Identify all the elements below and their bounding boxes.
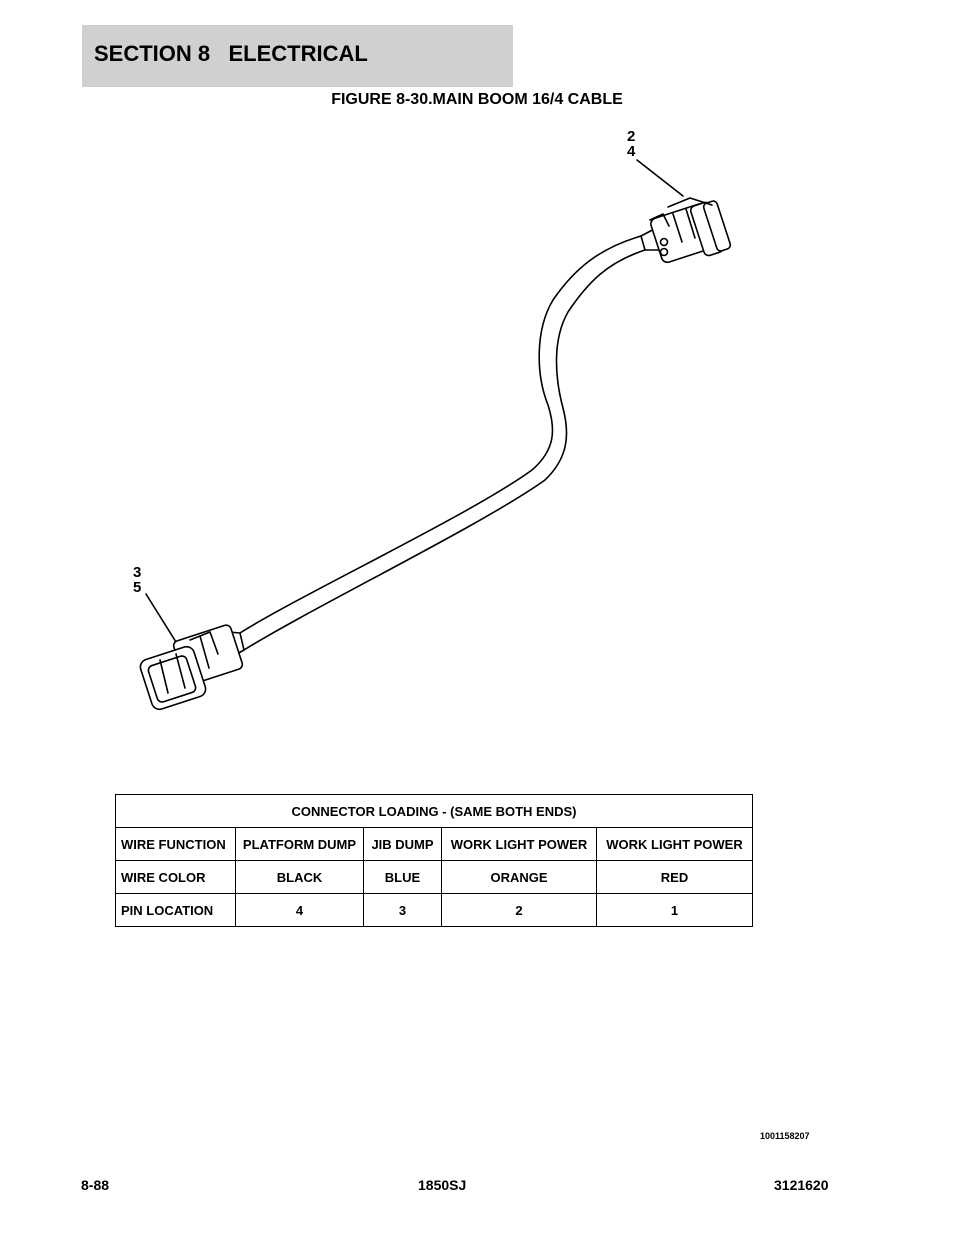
cable-edge-lower	[244, 250, 645, 650]
footer-page-number: 8-88	[81, 1177, 110, 1193]
table-cell: BLACK	[236, 861, 364, 894]
table-cell: BLUE	[364, 861, 442, 894]
row-label: WIRE COLOR	[116, 861, 236, 894]
left-connector	[138, 624, 244, 712]
leader-line-left	[146, 594, 176, 642]
table-cell: PLATFORM DUMP	[236, 828, 364, 861]
table-cell: RED	[597, 861, 753, 894]
table-cell: ORANGE	[442, 861, 597, 894]
table-row	[116, 861, 753, 894]
table-cell: 3	[364, 894, 442, 927]
section-title: SECTION 8 ELECTRICAL	[94, 41, 368, 66]
table-caption-row	[116, 795, 753, 828]
table-row	[116, 894, 753, 927]
callout-number: 3	[133, 564, 142, 581]
table-cell: 1	[597, 894, 753, 927]
table-cell: WORK LIGHT POWER	[597, 828, 753, 861]
table-cell: 4	[236, 894, 364, 927]
callout-number: 2	[627, 128, 636, 145]
row-label: PIN LOCATION	[116, 894, 236, 927]
callout-number: 5	[133, 579, 142, 596]
table-cell: 2	[442, 894, 597, 927]
drawing-id: 1001158207	[760, 1131, 810, 1141]
leader-line-right	[637, 160, 683, 196]
table-caption: CONNECTOR LOADING - (SAME BOTH ENDS)	[116, 795, 753, 828]
table-cell: WORK LIGHT POWER	[442, 828, 597, 861]
table-cell: JIB DUMP	[364, 828, 442, 861]
footer-doc-number: 3121620	[774, 1177, 829, 1193]
right-connector	[641, 198, 731, 264]
table-row	[116, 828, 753, 861]
footer-model: 1850SJ	[418, 1177, 467, 1193]
row-label: WIRE FUNCTION	[116, 828, 236, 861]
connector-loading-table	[115, 794, 753, 927]
figure-title: FIGURE 8-30.MAIN BOOM 16/4 CABLE	[331, 91, 623, 108]
callout-number: 4	[627, 143, 636, 160]
